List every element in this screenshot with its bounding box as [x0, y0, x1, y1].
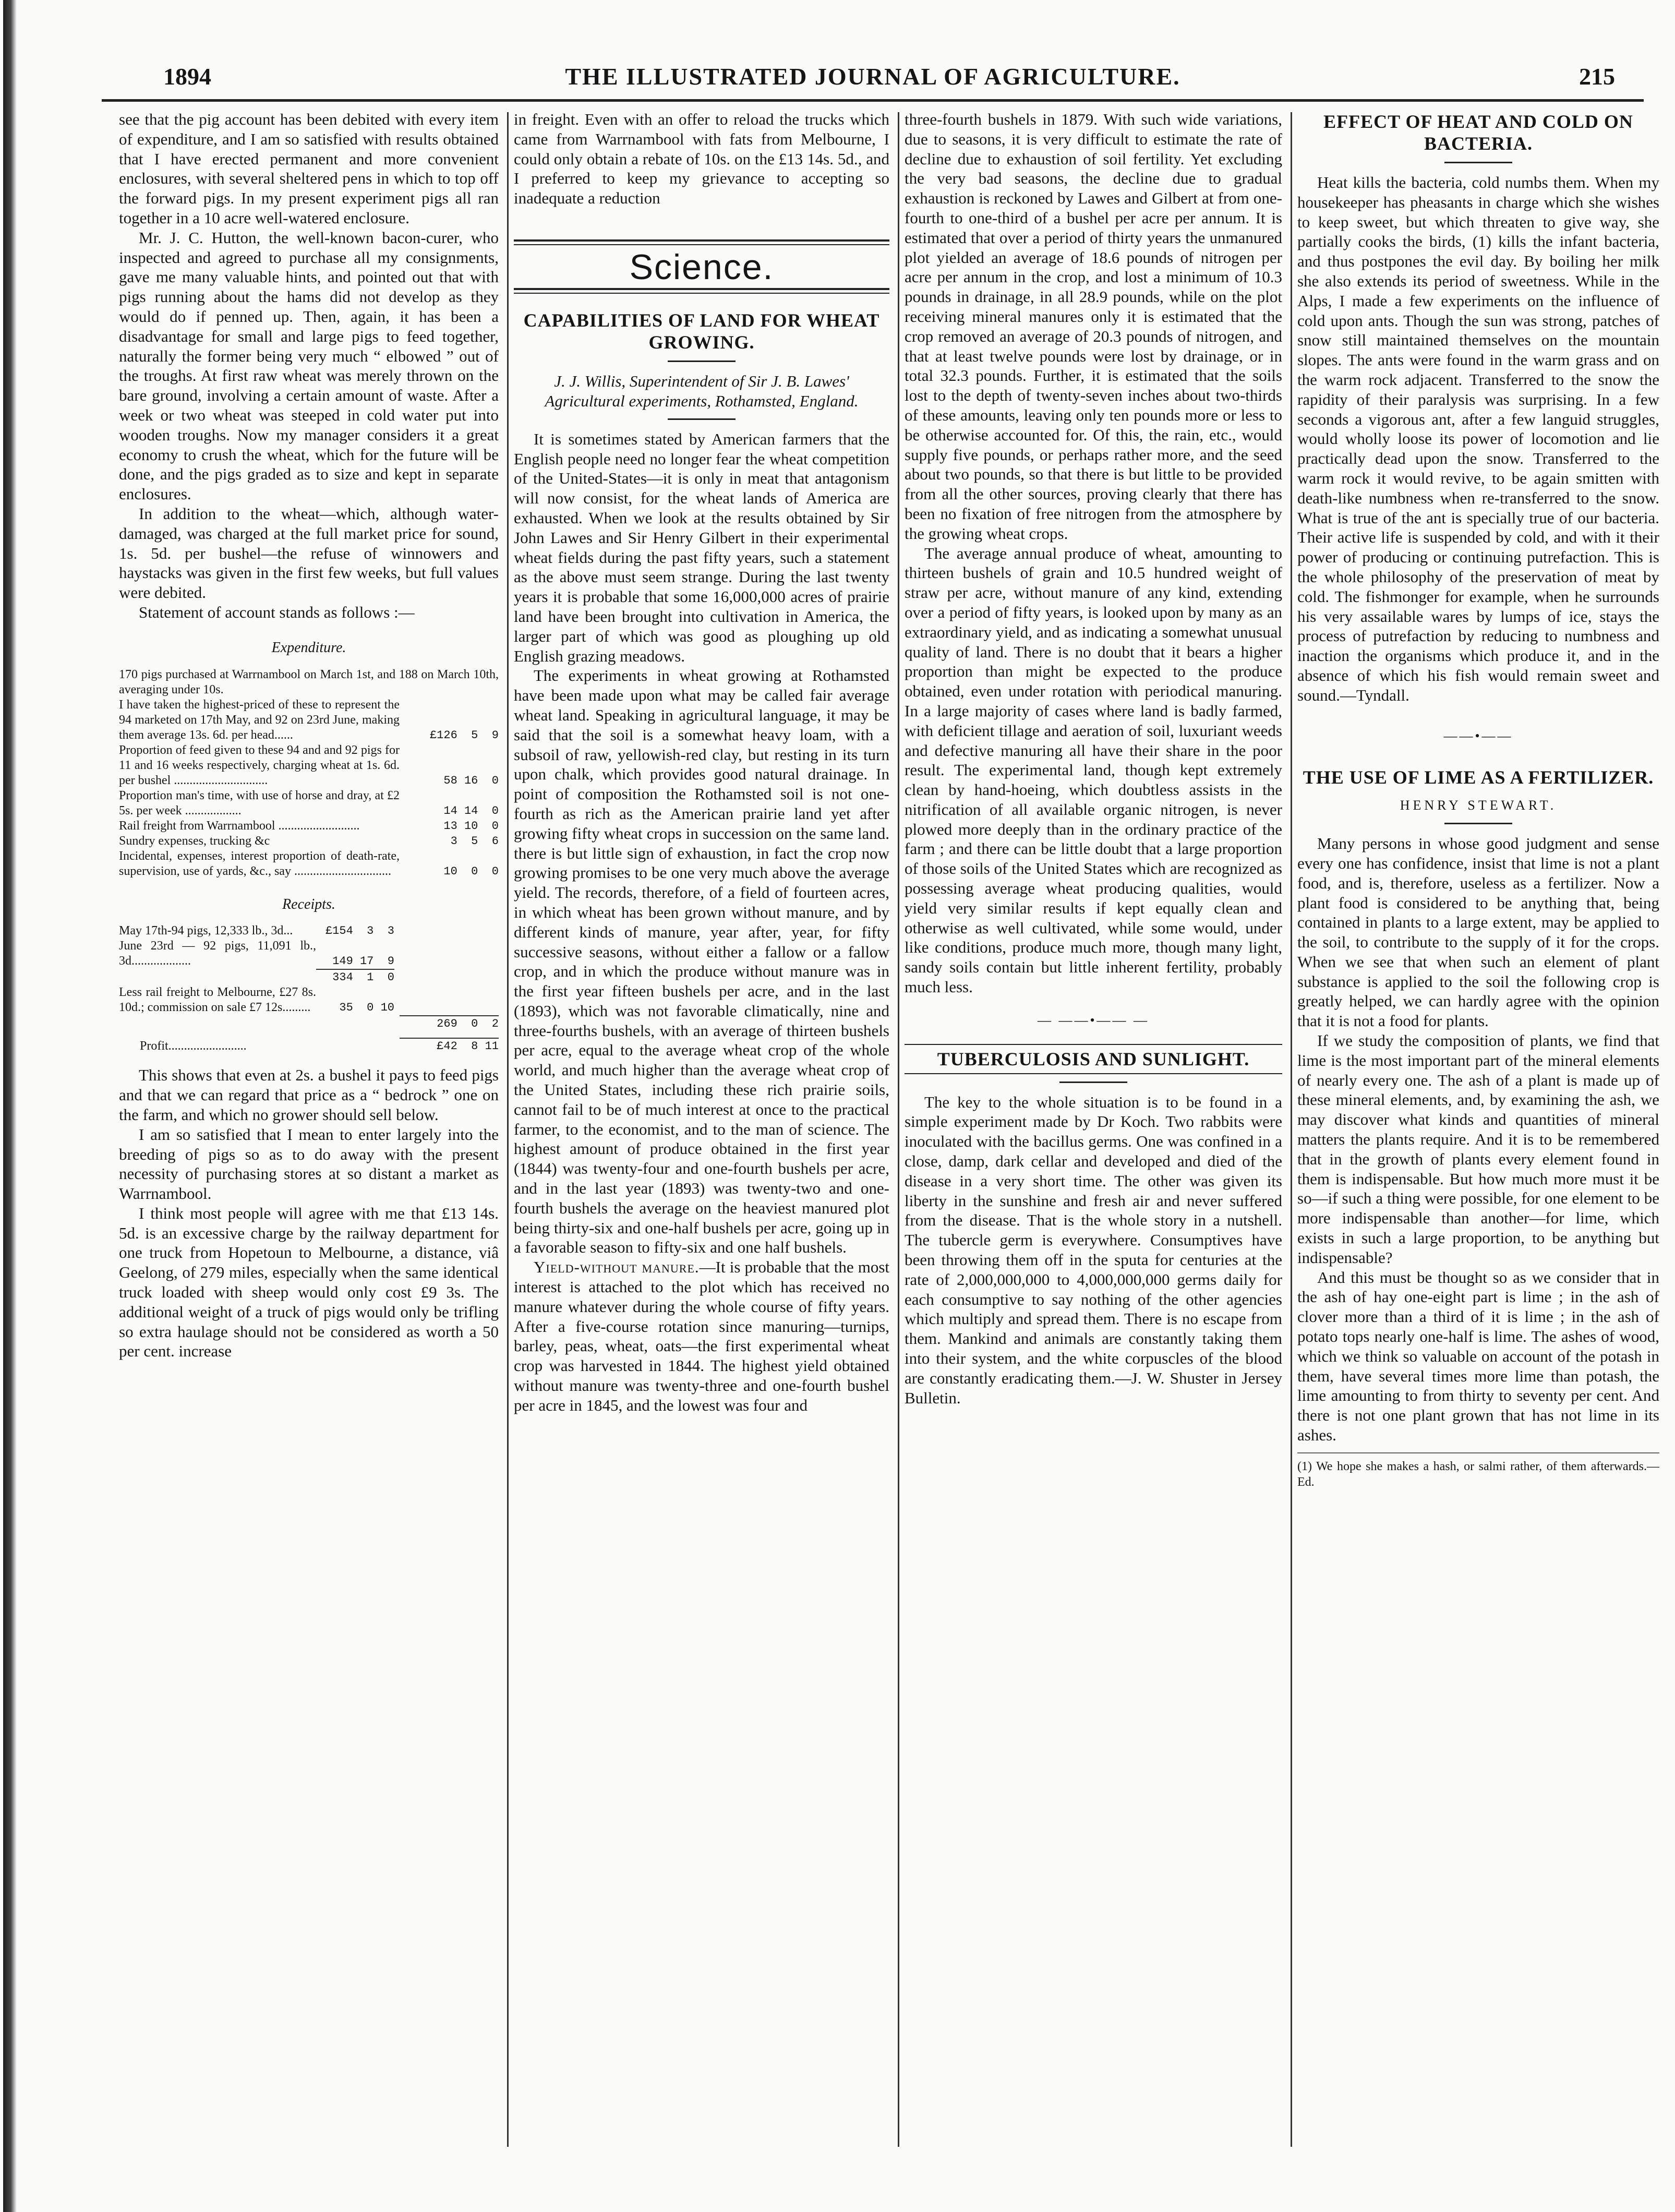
paragraph: If we study the composition of plants, we find that lime is the most important part of the mineral elements of nearly every one. The ash of a plant is made up of these mineral elements, and, by examining the ash, we may discover what kinds and quantities of mineral matters the plants require. And it is to be remembered that in the growth of plants every element found in them is indispensable. But how much more must it be so—if such a thing were possible, for one element to be more indispensable than another—for lime, which exists in such a large proportion, to be anything but indispensable?: [1297, 1031, 1659, 1267]
expenditure-heading: Expenditure.: [271, 639, 346, 656]
expenditure-row: I have taken the highest-priced of these to represent the 94 marketed on 17th May, and 92 on 23rd June, making them average 13s. 6d. per head...... £126 5 9: [119, 698, 499, 742]
paragraph: see that the pig account has been debited with every item of expenditure, and I am so satisfied with results obtained that I have erected permanent and more convenient enclosures, with several sheltered pens in which to top off the forward pigs. In my present experiment pigs all ran together in a 10 acre well-watered enclosure.: [119, 110, 499, 227]
column-rule: [898, 112, 899, 2147]
article-title: EFFECT OF HEAT AND COLD ON BACTERIA.: [1323, 111, 1633, 154]
receipts-subtotal: 334 1 0: [119, 969, 499, 985]
article-title: THE USE OF LIME AS A FERTILIZER.: [1303, 767, 1654, 788]
paragraph: in freight. Even with an offer to reload the trucks which came from Warrnambool with fats from Melbourne, I could only obtain a rebate of 10s. on the £13 14s. 5d., and I preferred to keep my grievance to accepting so inadequate a reduction: [514, 110, 889, 208]
column-4: [1297, 110, 1659, 2149]
footnote: (1) We hope she makes a hash, or salmi rather, of them afterwards.—Ed.: [1297, 1452, 1659, 1490]
expenditure-row: Rail freight from Warrnambool .......................... 13 10 0: [119, 819, 499, 833]
divider: [1059, 1081, 1127, 1083]
page-binding-edge: [3, 0, 17, 2212]
section-rule: [514, 288, 889, 294]
paragraph: I think most people will agree with me that £13 14s. 5d. is an excessive charge by the railway department for one truck from Hopetoun to Melbourne, a distance, viâ Geelong, of 279 miles, especially when the same identical truck loaded with sheep would only cost £9 3s. The additional weight of a truck of pigs would only be trifling so extra haulage should not be considered as worth a 50 per cent. increase: [119, 1204, 499, 1361]
article-byline: J. J. Willis, Superintendent of Sir J. B. Lawes' Agricultural experiments, Rothamsted, England.: [545, 371, 859, 410]
receipts-row: June 23rd — 92 pigs, 11,091 lb., 3d................... 149 17 9: [119, 939, 394, 968]
paragraph: And this must be thought so as we consider that in the ash of hay one-eight part is lime ; in the ash of clover more than a third of it is lime ; in the ash of potato tops nearly one-half is lime. The ashes of wood, which we think so valuable on account of the potash in them, have several times more lime than potash, the lime amounting to from thirty to seventy per cent. And there is not one plant grown that has not lime in its ashes.: [1297, 1268, 1659, 1445]
section-title: Science.: [629, 247, 774, 287]
profit-row: Profit......................... £42 8 11: [119, 1038, 499, 1054]
paragraph: This shows that even at 2s. a bushel it pays to feed pigs and that we can regard that price as a “ bedrock ” one on the farm, and which no grower should sell below.: [119, 1066, 499, 1124]
paragraph: The experiments in wheat growing at Rothamsted have been made upon what may be called fair average wheat land. Speaking in agricultural language, it may be said that the soil is a somewhat heavy loam, with a subsoil of raw, yellowish-red clay, but resting in its turn upon chalk, which provides good natural drainage. In point of composition the Rothamsted soil is not one-fourth as rich as the American prairie land yet after growing fifty wheat crops in succession on the same land. there is but little sign of exhaustion, in fact the crop now growing promises to be one very much above the average yield. The records, therefore, of a field of fourteen acres, in which wheat has been grown without manure, and by different kinds of manure, year after, year, for fifty successive seasons, without either a fallow or a fallow crop, and in which the produce without manure was in the first year fifteen bushels per acre, and in the last (1893), which was not favorable climatically, nine and three-fourths bushels, with an average of thirteen bushels per acre, equal to the average wheat crop of the whole world, and much higher than the average wheat crop of the United States, including these rich prairie soils, cannot fail to be of much interest at once to the practical farmer, to the economist, and to the man of science. The highest amount of produce obtained in the first year (1844) was twenty-four and one-fourth bushels per acre, and in the last year (1893) was twenty-two and one-fourth bushels the average on the heaviest manured plot being thirty-six and one-half bushels per acre, going up in a favorable season to fifty-six and one half bushels.: [514, 666, 889, 1257]
expenditure-intro: 170 pigs purchased at Warrnambool on March 1st, and 188 on March 10th, averaging under 10s.: [119, 667, 499, 696]
divider: — ——•—— —: [1037, 1012, 1150, 1028]
article-author: HENRY STEWART.: [1400, 798, 1557, 813]
divider: [668, 418, 736, 420]
divider: [1444, 162, 1512, 163]
paragraph: Mr. J. C. Hutton, the well-known bacon-curer, who inspected and agreed to purchase all my consignments, gave me many valuable hints, and pointed out that with pigs running about the hams did not develop as they would do if penned up. Then, again, it has been a disadvantage for small and large pigs to feed together, naturally the former being very much “ elbowed ” out of the troughs. At first raw wheat was merely thrown on the bare ground, involving a certain amount of waste. After a week or two wheat was steeped in cold water put into wooden troughs. Now my manager considers it a great economy to crush the wheat, which for the future will be done, and the pigs graded as to size and kept in separate enclosures.: [119, 228, 499, 503]
paragraph: Many persons in whose good judgment and sense every one has confidence, insist that lime is not a plant food, and is, therefore, useless as a fertilizer. Now a plant food is considered to be anything that, being contained in plants to a large extent, may be applied to the soil, to contribute to the supply of it for the crops. When we see that when such an element of plant substance is applied to the soil the following crop is greatly helped, we can hardly agree with the opinion that it is not a food for plants.: [1297, 834, 1659, 1030]
expenditure-row: Proportion man's time, with use of horse and dray, at £2 5s. per week .................. 14 14 0: [119, 788, 499, 818]
paragraph: I am so satisfied that I mean to enter largely into the breeding of pigs so as to do away with the present necessity of purchasing stores at so distant a market as Warrnambool.: [119, 1125, 499, 1203]
column-1: [119, 110, 499, 2149]
section-rule: [514, 239, 889, 245]
column-rule: [1291, 112, 1292, 2147]
page-header: [102, 57, 1644, 102]
paragraph: Statement of account stands as follows :—: [139, 603, 415, 621]
paragraph: Yield-without manure.—It is probable that the most interest is attached to the plot which has received no manure whatever during the whole course of fifty years. After a five-course rotation since manuring—turnips, barley, peas, wheat, oats—the first experimental wheat crop was harvested in 1844. The highest yield obtained without manure was twenty-three and one-fourth bushel per acre in 1845, and the lowest was four and: [514, 1258, 889, 1414]
paragraph: The average annual produce of wheat, amounting to thirteen bushels of grain and 10.5 hundred weight of straw per acre, without manure of any kind, extending over a period of fifty years, is looked upon by many as an extraordinary yield, and as indicating a somewhat unusual quality of land. There is no doubt that it bears a higher proportion than might be expected to the produce obtained, even under rotation with periodical manuring. In a large majority of cases where land is badly farmed, with deficient tillage and aeration of soil, luxuriant weeds and defective manuring all have their share in the poor result. The experimental land, though kept extremely clean by hand-hoeing, which doubtless assists in the nitrification of all available organic nitrogen, is never plowed more deeply than in the ordinary practice of the farm ; and there can be little doubt that a large proportion of those soils of the United States which are recognized as possessing average wheat producing qualities, would yield very similar results if kept equally clean and otherwise as well cultivated, while some would, under like conditions, produce much more, though many light, sandy soils contain but little inherent fertility, probably much less.: [905, 544, 1282, 996]
subheading-yield: Yield-without manure.: [534, 1258, 700, 1277]
divider: [668, 360, 736, 362]
paragraph: three-fourth bushels in 1879. With such wide variations, due to seasons, it is very difficult to estimate the rate of decline due to exhaustion of soil fertility. Yet excluding the very bad seasons, the decline due to gradual exhaustion is reckoned by Lawes and Gilbert at from one-fourth to one-third of a bushel per acre per annum. It is estimated that over a period of thirty years the unmanured plot yielded an average of 18.6 pounds of nitrogen per acre per annum in the crop, and lost a minimum of 10.3 pounds in drainage, in all 28.9 pounds, while on the plot receiving mineral manures only it is estimated that the crop removed an average of 20.3 pounds of nitrogen, and that at least twelve pounds were lost by drainage, or in total 32.3 pounds. Further, it is estimated that the soils lost to the depth of twenty-seven inches about two-thirds of these amounts, leaving only ten pounds more or less to be otherwise accounted for. Of this, the rain, etc., would supply five pounds, or perhaps rather more, and the seed about two pounds, so that there is but little to be provided from all the other sources, proving clearly that there has been no fixation of free nitrogen from the atmosphere by the growing wheat crops.: [905, 110, 1282, 543]
paragraph: In addition to the wheat—which, although water-damaged, was charged at the full market price for sound, 1s. 5d. per bushel—the refuse of winnowers and haystacks was given in the first few weeks, but full values were debited.: [119, 504, 499, 602]
account-statement: [119, 638, 499, 1066]
column-2: [514, 110, 889, 2149]
article-title: TUBERCULOSIS AND SUNLIGHT.: [905, 1044, 1282, 1074]
expenditure-row: Sundry expenses, trucking &c 3 5 6: [119, 834, 499, 848]
journal-title: THE ILLUSTRATED JOURNAL OF AGRICULTURE.: [565, 63, 1180, 90]
article-title: CAPABILITIES OF LAND FOR WHEAT GROWING.: [523, 309, 880, 353]
page-number: 215: [1579, 63, 1615, 90]
paragraph: It is sometimes stated by American farmers that the English people need no longer fear the wheat competition of the United-States—it is only in meat that antagonism will now consist, for the wheat lands of America are exhausted. When we look at the results obtained by Sir John Lawes and Sir Henry Gilbert in their experimental wheat fields during the past fifty years, such a statement as the above must seem strange. During the last twenty years it is probable that some 16,000,000 acres of prairie land have been brought into cultivation in America, the larger part of which was good as ploughing up old English grazing meadows.: [514, 429, 889, 665]
expenditure-row: Proportion of feed given to these 94 and and 92 pigs for 11 and 16 weeks respectively, charging wheat at 1s. 6d. per bushel .............................. 58 16 0: [119, 743, 499, 787]
receipts-heading: Receipts.: [282, 896, 335, 912]
header-year: 1894: [163, 63, 211, 90]
expenditure-row: Incidental, expenses, interest proportion of death-rate, supervision, use of yards, &c., say ............................... 10 0 0: [119, 849, 499, 878]
rail-freight-row: Less rail freight to Melbourne, £27 8s. 10d.; commission on sale £7 12s......... 35 0 10: [119, 985, 394, 1015]
paragraph: The key to the whole situation is to be found in a simple experiment made by Dr Koch. Two rabbits were inoculated with the bacillus germs. One was confined in a close, damp, dark cellar and developed and died of the disease in a very short time. The other was given its liberty in the sunshine and fresh air and never suffered from the disease. That is the whole story in a nutshell. The tubercle germ is everywhere. Consumptives have been throwing them off in the sputa for centuries at the rate of 2,000,000,000 to 4,000,000,000 germs daily for each consumptive to say nothing of the other agencies which multiply and spread them. There is no escape from them. Mankind and animals are constantly taking them into their system, and the white corpuscles of the blood are constantly eradicating them.—J. W. Shuster in Jersey Bulletin.: [905, 1092, 1282, 1407]
column-3: [905, 110, 1282, 2149]
paragraph: Heat kills the bacteria, cold numbs them. When my housekeeper has pheasants in charge which she wishes to keep sweet, but which threaten to give way, she partially cooks the birds, (1) kills the infant bacteria, and thus postpones the evil day. By boiling her milk she also extends its period of sweetness. While in the Alps, I made a few experiments on the influence of cold upon ants. Though the sun was strong, patches of snow still maintained themselves on the mountain slopes. The ants were found in the warm grass and on the warm rock adjacent. Transferred to the snow the rapidity of their paralysis was surprising. In a few seconds a vigorous ant, after a few languid struggles, would wholly loose its power of locomotion and lie practically dead upon the snow. Transferred to the warm rock it would revive, to be again smitten with death-like numbness when re-transferred to the snow. What is true of the ant is specially true of our bacteria. Their active life is suspended by cold, and with it their power of producing or continuing putrefaction. This is the whole philosophy of the preservation of meat by cold. The fishmonger for example, when he surrounds his very assailable wares by lumps of ice, stays the process of putrefaction by reducing to numbness and inaction the organisms which produce it, and in the absence of which his fish would remain sweet and sound.—Tyndall.: [1297, 173, 1659, 704]
divider: ——•——: [1443, 728, 1513, 743]
receipts-total: 269 0 2: [119, 1015, 499, 1031]
receipts-row: May 17th-94 pigs, 12,333 lb., 3d... £154 3 3: [119, 924, 394, 938]
column-rule: [507, 112, 509, 2147]
divider: [1444, 823, 1512, 824]
